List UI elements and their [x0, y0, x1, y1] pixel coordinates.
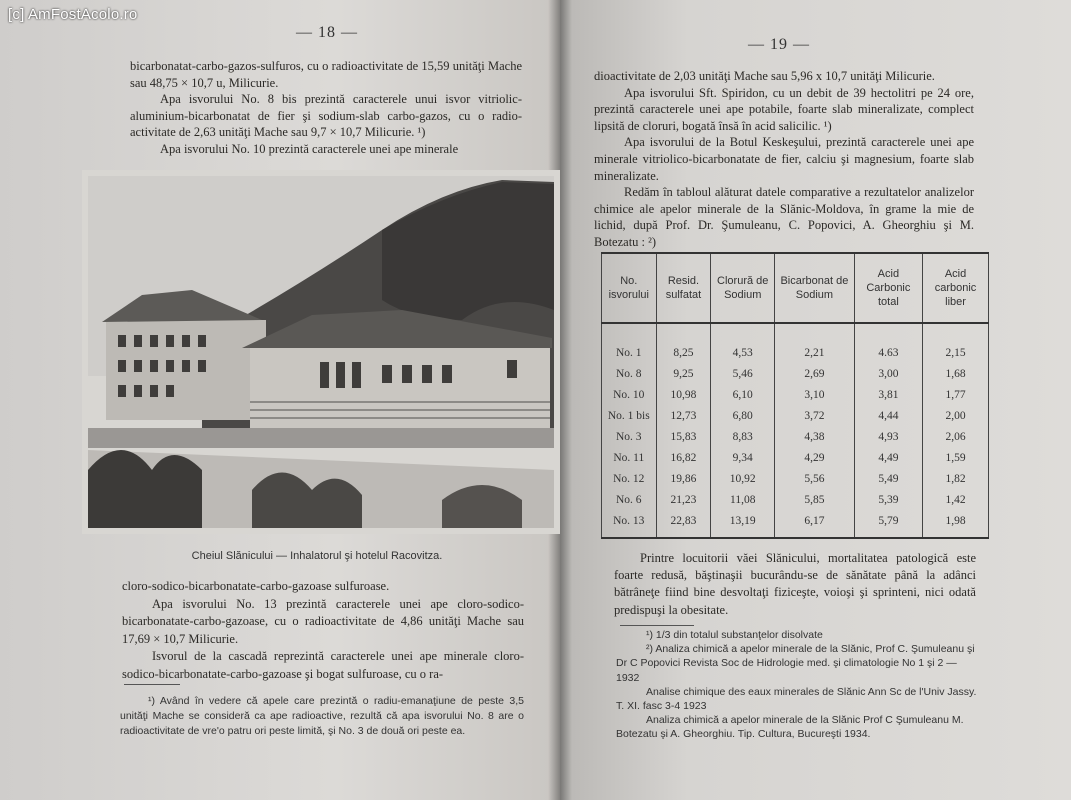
- table-cell: 1,59: [923, 447, 989, 468]
- table-cell: 1,68: [923, 363, 989, 384]
- table-cell: 19,86: [656, 468, 711, 489]
- table-cell: No. 6: [602, 489, 657, 510]
- page-number-18: — 18 —: [296, 24, 358, 41]
- table-cell: 13,19: [711, 510, 775, 538]
- table-spacer: [602, 323, 989, 342]
- column-header: Resid. sulfatat: [656, 253, 711, 323]
- watermark: [c] AmFostAcolo.ro: [8, 6, 138, 23]
- paragraph: Redăm în tabloul alăturat datele comparative a rezultatelor analizelor chimice ale apelor minerale de la Slănic-Moldova, în grame la mie de lichid, după Prof. Dr. Şumuleanu, C. Popovici, A. Gheorghiu şi M. Botezatu : ²): [594, 185, 974, 249]
- table-cell: 5,56: [775, 468, 855, 489]
- table-cell: 5,39: [854, 489, 922, 510]
- table-row: [602, 468, 989, 489]
- table-cell: 4,53: [711, 342, 775, 363]
- right-after-table-text: Printre locuitorii văei Slănicului, mortalitatea patologică este foarte redusă, băştinaşii bucurându-se de sănătate până la adânci bătrâneţe fiind bine desvoltaţi fiziceşte, voioşi şi sprinteni, nici odată predispuşi la obesitate.: [614, 551, 976, 617]
- footnote-rule: [124, 684, 180, 685]
- right-top-text: [594, 68, 974, 251]
- table-cell: 1,98: [923, 510, 989, 538]
- left-top-text: [130, 58, 522, 158]
- table-row: [602, 489, 989, 510]
- table-cell: 4,44: [854, 405, 922, 426]
- table-cell: No. 10: [602, 384, 657, 405]
- table-cell: 9,34: [711, 447, 775, 468]
- table-row: [602, 405, 989, 426]
- footnote: Analiza chimică a apelor minerale de la Slănic Prof C Şumuleanu M. Botezatu şi A. Gheorghiu. Tip. Cultura, Bucureşti 1934.: [616, 714, 964, 741]
- table-cell: 15,83: [656, 426, 711, 447]
- table-cell: 9,25: [656, 363, 711, 384]
- paragraph: Apa isvorului No. 10 prezintă caracterele unei ape minerale: [160, 141, 459, 156]
- table-cell: 21,23: [656, 489, 711, 510]
- footnote: ¹) 1/3 din totalul substanţelor disolvate: [646, 629, 823, 641]
- photo-illustration: [82, 170, 560, 534]
- table-cell: 10,92: [711, 468, 775, 489]
- table-cell: No. 3: [602, 426, 657, 447]
- table-cell: 11,08: [711, 489, 775, 510]
- table-cell: 4,93: [854, 426, 922, 447]
- table-cell: 2,06: [923, 426, 989, 447]
- paragraph: cloro-sodico-bicarbonatate-carbo-gazoase sulfuroase.: [122, 579, 390, 593]
- table-row: [602, 342, 989, 363]
- table-cell: 2,21: [775, 342, 855, 363]
- table-cell: 6,10: [711, 384, 775, 405]
- column-header: No. isvorului: [602, 253, 657, 323]
- column-header: Acid carbonic liber: [923, 253, 989, 323]
- table-cell: 12,73: [656, 405, 711, 426]
- table-cell: 10,98: [656, 384, 711, 405]
- table-cell: No. 1: [602, 342, 657, 363]
- table-cell: 4,38: [775, 426, 855, 447]
- mineral-water-table: [601, 252, 989, 539]
- paragraph: Apa isvorului No. 13 prezintă caracterele unei ape cloro-sodico-bicarbonatate-carbo-gazoase, cu o radioactivitate de 4,86 unităţi Mache sau 17,69 × 10,7 Milicurie.: [122, 596, 524, 646]
- table-cell: 5,85: [775, 489, 855, 510]
- table-cell: 8,83: [711, 426, 775, 447]
- footnote: Analise chimique des eaux minerales de Slănic Ann Sc de l'Univ Jassy. T. XI. fasc 3-4 1923: [616, 685, 977, 713]
- table-cell: 22,83: [656, 510, 711, 538]
- column-header: Bicarbonat de Sodium: [775, 253, 855, 323]
- table-cell: 5,49: [854, 468, 922, 489]
- paragraph: bicarbonatat-carbo-gazos-sulfuros, cu o radioactivitate de 15,59 unităţi Mache sau 48,75 × 10,7 u, Milicurie.: [130, 59, 522, 90]
- table-cell: 3,00: [854, 363, 922, 384]
- left-bottom-text: [122, 578, 524, 684]
- table-cell: No. 1 bis: [602, 405, 657, 426]
- table-cell: 2,69: [775, 363, 855, 384]
- footnote: ²) Analiza chimică a apelor minerale de la Slănic, Prof C. Şumuleanu şi Dr C Popovici Revista Soc de Hidrologie med. şi climatologie No 1 şi 2 — 1932: [616, 643, 975, 684]
- table-cell: 6,80: [711, 405, 775, 426]
- table-cell: 5,79: [854, 510, 922, 538]
- table-cell: No. 11: [602, 447, 657, 468]
- table-cell: 1,82: [923, 468, 989, 489]
- table-cell: 3,10: [775, 384, 855, 405]
- paragraph: Apa isvorului de la Botul Keskeşului, prezintă caracterele unei ape minerale vitriolico-bicarbonatate de fier, calciu şi magnesium, foarte slab mineralizate.: [594, 135, 974, 183]
- table-row: [602, 447, 989, 468]
- left-footnote: ¹) Având în vedere că apele care prezintă o radiu-emanaţiune de peste 3,5 unităţi Mache se consideră ca ape radioactive, rezultă că apa isvorului No. 8 are o radioactivitate de vre'o patru ori peste limită, şi No. 3 de două ori peste ea.: [120, 695, 524, 737]
- table-cell: 4.63: [854, 342, 922, 363]
- table-row: [602, 363, 989, 384]
- table-cell: 1,42: [923, 489, 989, 510]
- table-cell: 3,81: [854, 384, 922, 405]
- table-cell: 4,29: [775, 447, 855, 468]
- paragraph: dioactivitate de 2,03 unităţi Mache sau 5,96 x 10,7 unităţi Milicurie.: [594, 69, 935, 83]
- photo-inhalator-hotel: [82, 170, 560, 534]
- paragraph: Apa isvorului Sft. Spiridon, cu un debit de 39 hectolitri pe 24 ore, prezintă caracterele unei ape potabile, foarte slab mineralizate, complect lipsită de cloruri, bogată însă în acid salicilic. ¹): [594, 85, 974, 133]
- table-cell: 16,82: [656, 447, 711, 468]
- table-cell: 6,17: [775, 510, 855, 538]
- table-cell: 2,00: [923, 405, 989, 426]
- paragraph: Apa isvorului No. 8 bis prezintă caracterele unui isvor vitriolic-aluminium-bicarbonatat de fier şi sodium-slab carbo-gazos, cu o radio-activitate de 2,63 unităţi Mache sau 9,7 × 10,7 Milicurie. ¹): [130, 92, 522, 140]
- paragraph: Isvorul de la cascadă reprezintă caracterele unei ape minerale cloro-sodico-bicarbonatate-carbo-gazoase şi bogat sulfuroase, cu o ra-: [122, 649, 524, 681]
- column-header: Clorură de Sodium: [711, 253, 775, 323]
- table-cell: No. 13: [602, 510, 657, 538]
- table-cell: 2,15: [923, 342, 989, 363]
- table-row: [602, 510, 989, 538]
- right-footnotes: [616, 628, 982, 742]
- table-row: [602, 384, 989, 405]
- table-cell: 3,72: [775, 405, 855, 426]
- table-cell: 1,77: [923, 384, 989, 405]
- column-header: Acid Carbonic total: [854, 253, 922, 323]
- table-cell: No. 8: [602, 363, 657, 384]
- photo-caption: Cheiul Slănicului — Inhalatorul şi hotelul Racovitza.: [191, 550, 443, 562]
- table-cell: 4,49: [854, 447, 922, 468]
- table-row: [602, 426, 989, 447]
- table-cell: 5,46: [711, 363, 775, 384]
- table-header-row: [602, 253, 989, 323]
- table-cell: 8,25: [656, 342, 711, 363]
- table-cell: No. 12: [602, 468, 657, 489]
- footnote-rule: [620, 625, 694, 626]
- page-number-19: — 19 —: [748, 36, 810, 53]
